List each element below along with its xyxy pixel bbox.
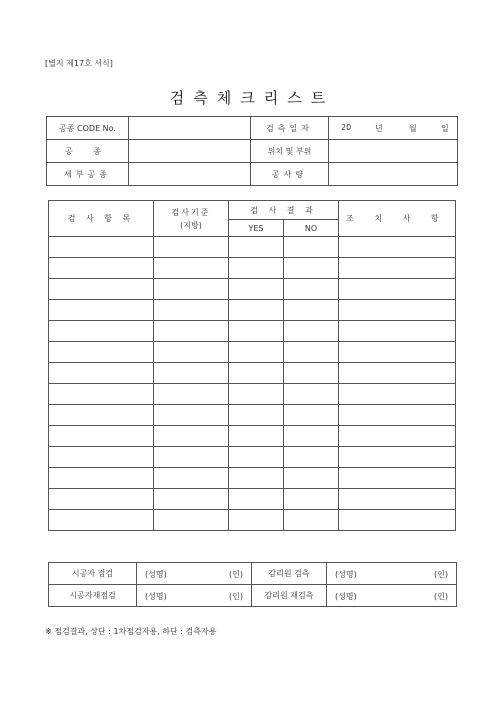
yes-cell[interactable] — [229, 489, 284, 510]
contractor-check-sign[interactable] — [137, 563, 252, 585]
standard-cell[interactable] — [154, 468, 229, 489]
table-row — [49, 384, 456, 405]
standard-cell[interactable] — [154, 342, 229, 363]
standard-cell[interactable] — [154, 384, 229, 405]
yes-cell[interactable] — [229, 237, 284, 258]
table-row — [49, 426, 456, 447]
item-cell[interactable] — [49, 468, 154, 489]
item-cell[interactable] — [49, 279, 154, 300]
yes-cell[interactable] — [229, 426, 284, 447]
table-row — [49, 489, 456, 510]
no-cell[interactable] — [284, 258, 339, 279]
contractor-recheck-sign[interactable] — [137, 585, 252, 607]
col-standard-label: 검사기준 — [171, 207, 211, 217]
detail-work-field[interactable] — [129, 163, 251, 186]
name-placeholder: (성명) — [145, 570, 167, 579]
action-cell[interactable] — [339, 279, 456, 300]
action-cell[interactable] — [339, 468, 456, 489]
detail-work-label: 세부공종 — [47, 163, 129, 186]
item-cell[interactable] — [49, 510, 154, 531]
no-cell[interactable] — [284, 321, 339, 342]
item-cell[interactable] — [49, 363, 154, 384]
supervisor-reinspect-sign[interactable] — [327, 585, 457, 607]
no-cell[interactable] — [284, 426, 339, 447]
contractor-recheck-label: 시공자재점검 — [49, 585, 137, 607]
quantity-field[interactable] — [329, 163, 458, 186]
no-cell[interactable] — [284, 279, 339, 300]
form-code: [별지 제17호 서식] — [45, 59, 113, 68]
no-cell[interactable] — [284, 468, 339, 489]
seal-placeholder: (인) — [229, 592, 243, 601]
date-day-unit: 일 — [441, 124, 449, 133]
table-row — [49, 321, 456, 342]
item-cell[interactable] — [49, 258, 154, 279]
standard-cell[interactable] — [154, 258, 229, 279]
action-cell[interactable] — [339, 342, 456, 363]
checklist-table — [48, 200, 456, 531]
supervisor-inspect-label: 감리원 검측 — [252, 563, 327, 585]
supervisor-inspect-sign[interactable] — [327, 563, 457, 585]
seal-placeholder: (인) — [229, 570, 243, 579]
work-code-field[interactable] — [129, 117, 251, 140]
seal-placeholder: (인) — [434, 570, 448, 579]
no-cell[interactable] — [284, 447, 339, 468]
action-cell[interactable] — [339, 363, 456, 384]
location-field[interactable] — [329, 140, 458, 163]
table-row — [49, 300, 456, 321]
col-action-header: 조 치 사 항 — [339, 201, 456, 237]
item-cell[interactable] — [49, 384, 154, 405]
standard-cell[interactable] — [154, 279, 229, 300]
date-year-unit: 년 — [375, 124, 383, 133]
item-cell[interactable] — [49, 405, 154, 426]
page-title: 검측체크리스트 — [169, 89, 335, 107]
standard-cell[interactable] — [154, 363, 229, 384]
yes-cell[interactable] — [229, 468, 284, 489]
inspection-date-field[interactable] — [329, 117, 458, 140]
table-row — [49, 447, 456, 468]
no-cell[interactable] — [284, 489, 339, 510]
name-placeholder: (성명) — [335, 592, 357, 601]
action-cell[interactable] — [339, 258, 456, 279]
table-row — [49, 258, 456, 279]
item-cell[interactable] — [49, 489, 154, 510]
yes-cell[interactable] — [229, 363, 284, 384]
action-cell[interactable] — [339, 300, 456, 321]
yes-cell[interactable] — [229, 300, 284, 321]
table-row — [49, 510, 456, 531]
seal-placeholder: (인) — [434, 592, 448, 601]
work-type-label: 공 종 — [47, 140, 129, 163]
no-cell[interactable] — [284, 237, 339, 258]
item-cell[interactable] — [49, 447, 154, 468]
no-cell[interactable] — [284, 300, 339, 321]
name-placeholder: (성명) — [145, 592, 167, 601]
date-year: 20 — [341, 123, 352, 132]
date-month-unit: 월 — [409, 124, 417, 133]
item-cell[interactable] — [49, 342, 154, 363]
item-cell[interactable] — [49, 237, 154, 258]
footnote: ※ 점검결과, 상단 : 1차점검자용, 하단 : 검측자용 — [45, 627, 217, 636]
col-no-header: NO — [284, 220, 339, 237]
table-row — [49, 342, 456, 363]
yes-cell[interactable] — [229, 321, 284, 342]
header-table — [46, 116, 458, 186]
quantity-label: 공사량 — [251, 163, 329, 186]
yes-cell[interactable] — [229, 342, 284, 363]
action-cell[interactable] — [339, 321, 456, 342]
table-row — [49, 279, 456, 300]
yes-cell[interactable] — [229, 405, 284, 426]
supervisor-reinspect-label: 감리원 재검측 — [252, 585, 327, 607]
col-result-header: 검 사 결 과 — [229, 201, 339, 220]
no-cell[interactable] — [284, 405, 339, 426]
yes-cell[interactable] — [229, 279, 284, 300]
standard-cell[interactable] — [154, 426, 229, 447]
no-cell[interactable] — [284, 342, 339, 363]
location-label: 위치 및 부위 — [251, 140, 329, 163]
col-yes-header: YES — [229, 220, 284, 237]
yes-cell[interactable] — [229, 384, 284, 405]
work-type-field[interactable] — [129, 140, 251, 163]
table-row — [49, 237, 456, 258]
yes-cell[interactable] — [229, 510, 284, 531]
standard-cell[interactable] — [154, 237, 229, 258]
table-row — [49, 468, 456, 489]
signature-table — [48, 562, 457, 607]
item-cell[interactable] — [49, 426, 154, 447]
action-cell[interactable] — [339, 237, 456, 258]
table-row — [49, 363, 456, 384]
standard-cell[interactable] — [154, 321, 229, 342]
yes-cell[interactable] — [229, 447, 284, 468]
work-code-label: 공종 CODE No. — [47, 117, 129, 140]
contractor-check-label: 시공자 점검 — [49, 563, 137, 585]
action-cell[interactable] — [339, 447, 456, 468]
action-cell[interactable] — [339, 510, 456, 531]
item-cell[interactable] — [49, 321, 154, 342]
standard-cell[interactable] — [154, 300, 229, 321]
no-cell[interactable] — [284, 363, 339, 384]
yes-cell[interactable] — [229, 258, 284, 279]
inspection-date-label: 검측일자 — [251, 117, 329, 140]
col-standard-sub: (지방) — [180, 220, 202, 230]
name-placeholder: (성명) — [335, 570, 357, 579]
standard-cell[interactable] — [154, 447, 229, 468]
col-standard-header — [154, 201, 229, 237]
no-cell[interactable] — [284, 510, 339, 531]
table-row — [49, 405, 456, 426]
action-cell[interactable] — [339, 489, 456, 510]
item-cell[interactable] — [49, 300, 154, 321]
action-cell[interactable] — [339, 384, 456, 405]
no-cell[interactable] — [284, 384, 339, 405]
standard-cell[interactable] — [154, 510, 229, 531]
col-item-header: 검 사 항 목 — [49, 201, 154, 237]
action-cell[interactable] — [339, 405, 456, 426]
standard-cell[interactable] — [154, 405, 229, 426]
action-cell[interactable] — [339, 426, 456, 447]
standard-cell[interactable] — [154, 489, 229, 510]
